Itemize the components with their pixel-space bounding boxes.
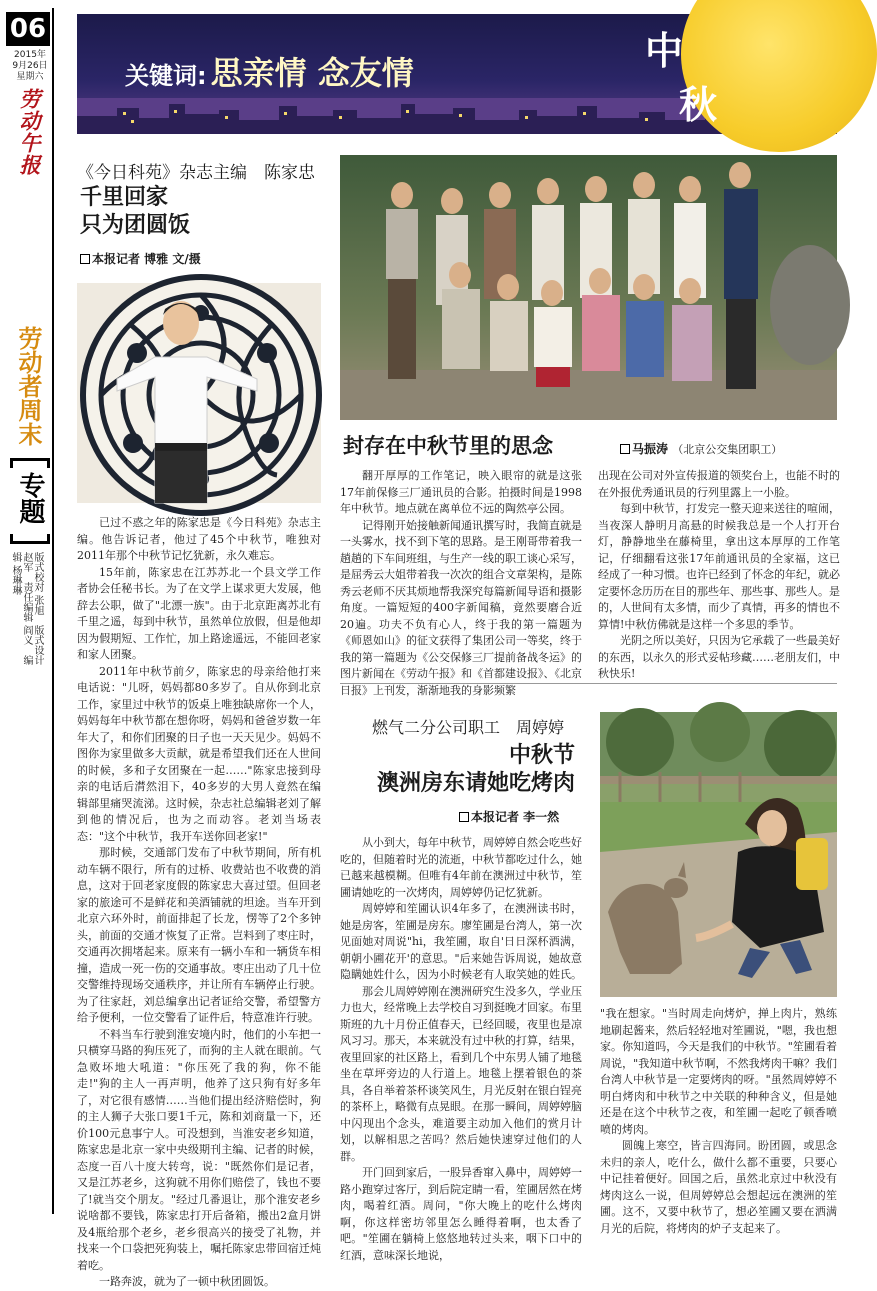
topic-label: 专题 — [15, 472, 45, 524]
banner-char-zhong: 中 — [645, 29, 684, 73]
paragraph: 15年前，陈家忠在江苏苏北一个县文学工作者协会任秘书长。为了在文学上谋求更大发展，他辞去公职，做了"北漂一族"。由于北京距离苏北有千里之遥，每到中秋节，虽然单位放假，但是他却因为假期短、工作忙，加上路途遥远，不能回老家和家人团聚。 — [77, 565, 321, 661]
byline-box-icon — [459, 812, 469, 822]
article1-byline: 本报记者 博雅 文/摄 — [80, 250, 201, 267]
paragraph: 出现在公司对外宣传报道的领奖台上，也能不时的在外报优秀通讯员的行列里露上一小脸。 — [598, 469, 840, 499]
bracket-bottom — [10, 534, 50, 544]
header-banner — [77, 14, 837, 134]
section-divider — [340, 683, 837, 684]
keyword-label: 关键词: — [125, 62, 207, 90]
newspaper-logo: 劳动午报 — [17, 88, 42, 176]
editor-credits: 版式校对 张旭 版式设计 赵军 责任编辑 阎义 编辑 杨琳琳 — [10, 552, 43, 666]
paragraph: 记得刚开始接触新闻通讯撰写时，我简直就是一头雾水，找不到下笔的思路。是王刚哥带着我一趟趟的下车间班组，与生产一线的职工谈心采写，是屈秀云大姐带着我一次次的组合文章架构，是陈秀云老师不厌其烦地帮我深究每篇新闻导语和摄影角度。一篇短短的400字新闻稿，竟然要磨合近20遍。功夫不负有心人，终于我的第一篇题为《师恩如山》的征文获得了集团公司一等奖，终于我的第一篇题为《公交保修三厂提前备战冬运》的图片新闻在《劳动午报》和《首都建设报》、《北京日报》上刊发，渐渐地我的身影频繁 — [340, 518, 582, 697]
paragraph: 从小到大，每年中秋节，周婷婷自然会吃些好吃的，但随着时光的流逝，中秋节都吃过什么，她已越来越模糊。但唯有4年前在澳洲过中秋节，笙圃请她吃的一次烤肉，周婷婷仍记忆犹新。 — [340, 836, 582, 899]
section-name: 劳动者周末 — [14, 326, 42, 446]
rail-divider — [52, 8, 54, 1214]
paragraph: 周婷婷和笙圃认识4年多了，在澳洲读书时，她是房客，笙圃是房东。廖笙圃是台湾人，第一次见面她对周说"hi，我笙圃，取自'日日深杯酒满，朝朝小圃花开'的意思。"后来她告诉周说，她故意隐瞒她姓什么，因为小时候老有人取笑她的姓氏。 — [340, 902, 582, 981]
paragraph: 2011年中秋节前夕，陈家忠的母亲给他打来电话说："儿呀，妈妈都80多岁了。自从你到北京工作，家里过中秋节的饭桌上唯独缺席你一个人，妈妈每年中秋节都在想你呀，妈妈和爸爸岁数一年年大了，和你们团聚的日子也一天天见少。妈妈不图你为家里做多大贡献，就是希望我们还在人世间的时候，多和子女团聚在一起……"陈家忠接到母亲的电话后潸然泪下，40多岁的大男人竟然在编辑部里痛哭流涕。这时候，杂志社总编辑老刘了解到他的情况后，也为之而动容。老刘当场表态："这个中秋节，我开车送你回老家!" — [77, 664, 321, 843]
article3-headline: 中秋节 澳洲房东请她吃烤肉 — [376, 743, 575, 796]
paragraph: "我在想家。"当时周走向烤炉，掸上肉片，熟练地刷起酱来，然后轻轻地对笙圃说，"嗯，我也想家。你知道吗，今天是我们的中秋节。"笙圃看着周说，"我知道中秋节啊，不然我烤肉干嘛？我们台湾人中秋节是一定要烤肉的呀。"虽然周婷婷不明白烤肉和中秋节之中关联的种种含义，但是她还是在这个中秋节之夜，和笙圃一起吃了顿香喷喷的烤肉。 — [600, 1007, 837, 1136]
article1-headline: 千里回家 只为团圆饭 — [80, 185, 191, 238]
paragraph: 那会儿周婷婷刚在澳洲研究生没多久，学业压力也大，经常晚上去学校自习到挺晚才回家。布里斯班的九十月份正值春天，已经回暖，夜里也是凉风习习。那天，本来就没有过中秋的打算，结果，夜里回家的社区路上，看到几个中东男人铺了地毯坐在草坪旁边的人行道上。地毯上摆着银色的茶具，各自举着茶杯谈笑风生，月光反射在银白锃亮的茶杯上，略微有点晃眼。在那一瞬间，周婷婷脑中闪现出个念头，难道要主动加入他们的赏月计划，以解相思之苦吗？然后她快速穿过他们的人群。 — [340, 984, 582, 1163]
paragraph: 每到中秋节，打发完一整天迎来送往的喧闹，当夜深人静明月高悬的时候我总是一个人打开台灯，静静地坐在藤椅里，拿出这本厚厚的工作笔记，仔细翻看这张17年前通讯员的全家福，这已经成了一种习惯。也许已经到了怀念的年纪，就必定要怀念历历在目的那些年、那些事、那些人。是的，人世间有太多情，而少了真情，再多的情也不算情!中秋仿佛就是这样一个多思的季节。 — [598, 502, 840, 631]
article3-body — [340, 835, 582, 1262]
article2-column-1 — [340, 468, 582, 697]
paragraph: 光阴之所以美好，只因为它承载了一些最美好的东西，以永久的形式妥帖珍藏……老朋友们，中秋快乐! — [598, 634, 840, 680]
paragraph: 已过不惑之年的陈家忠是《今日科苑》杂志主编。他告诉记者，他过了45个中秋节，唯独对2011年那个中秋节记忆犹新，永久难忘。 — [77, 516, 321, 562]
banner-title — [125, 48, 414, 94]
left-rail — [0, 0, 60, 1223]
article3-photo-woman-feeding-kangaroo — [600, 712, 837, 997]
bracket-top — [10, 458, 50, 468]
article3-body-continued — [600, 1006, 837, 1235]
paragraph: 不料当车行驶到淮安境内时，他们的小车把一只横穿马路的狗压死了，而狗的主人就在眼前。气急败坏地大吼道："你压死了我的狗，你不能走!"狗的主人一再声明，他养了这只狗有好多年了，对它很有感情……当他们提出经济赔偿时，狗的主人狮子大张口要1千元，陈和刘商量一下，还价100元息事宁人。可没想到，当淮安老乡知道，陈家忠是北京一家中央级期刊主编、记者的时候，态度一百八十度大转弯，说："既然你们是记者，又是江苏老乡，这狗就不用你们赔偿了，钱也不要了!就当交个朋友。"经过几番退让，那个淮安老乡说啥都不要钱，陈家忠打开后备箱，搬出2盒月饼及4瓶给那个老乡，老乡很高兴的接受了礼物，并找来一个口袋把死狗装上，嘱托陈家忠带回宿迁炖着吃。 — [77, 1027, 321, 1272]
article1-photo-man-with-plate — [77, 283, 321, 503]
article3-byline: 本报记者 李一然 — [459, 808, 559, 825]
paragraph: 开门回到家后，一股异香窜入鼻中，周婷婷一路小跑穿过客厅，到后院定睛一看，笙圃居然在烤肉，喝着红酒。周问，"你大晚上的吃什么烤肉啊，你这样密坊邻里怎么睡得着啊，也太香了吧。"笙圃在躺椅上悠悠地转过头来，咽下口中的红酒，意味深长地说， — [340, 1166, 582, 1262]
article3-kicker: 燃气二分公司职工 周婷婷 — [372, 718, 565, 737]
article1-kicker: 《今日科苑》杂志主编 陈家忠 — [77, 163, 315, 183]
banner-char-qiu: 秋 — [679, 83, 718, 127]
article2-headline: 封存在中秋节里的思念 — [343, 434, 553, 458]
article2-byline: 马振涛 （北京公交集团职工） — [620, 440, 782, 457]
paragraph: 那时候，交通部门发布了中秋节期间，所有机动车辆不限行，所有的过桥、收费站也不收费的消息，这对于回老家度假的陈家忠大喜过望。但回老家的旅途可不是鲜花和美酒铺就的坦途。当车开到北京六环外时，前面排起了长龙，愣等了2个多钟头，前面的交通才恢复了正常。岂料到了枣庄时，交通再次拥堵起来。原来有一辆小车和一辆货车相撞，造成一死一伤的交通事故。枣庄出动了几十位交警维持现场交通秩序，并让所有车辆停止行驶。为了往家赶，刘总编拿出记者证给交警，希望警方给予便利，一位交警看了证件后，特意准许行驶。 — [77, 846, 321, 1024]
byline-box-icon — [620, 444, 630, 454]
keyword-title: 思亲情 念友情 — [210, 54, 414, 92]
article1-body — [77, 515, 321, 1288]
page-number: 06 — [6, 12, 50, 46]
article2-column-2 — [598, 468, 840, 678]
paragraph: 翻开厚厚的工作笔记，映入眼帘的就是这张17年前保修三厂通讯员的合影。拍摄时间是1998年中秋节。地点就在离单位不远的陶然亭公园。 — [340, 469, 582, 515]
byline-box-icon — [80, 254, 90, 264]
article2-group-photo — [340, 155, 837, 420]
paragraph: 一路奔波，就为了一顿中秋团圆饭。 — [99, 1275, 275, 1288]
issue-date: 2015年 9月26日 星期六 — [12, 50, 48, 82]
paragraph: 圆魄上寒空，皆言四海同。盼团圆，或思念未归的亲人，吃什么，做什么都不重要，只要心中记挂着便好。回国之后，虽然北京过中秋没有烤肉这么一说，但周婷婷总会想起远在澳洲的笙圃。这不，又要中秋节了，想必笙圃又要在洒满月光的后院，将烤肉的炉子支起来了。 — [600, 1139, 837, 1235]
article2-body — [340, 468, 840, 697]
